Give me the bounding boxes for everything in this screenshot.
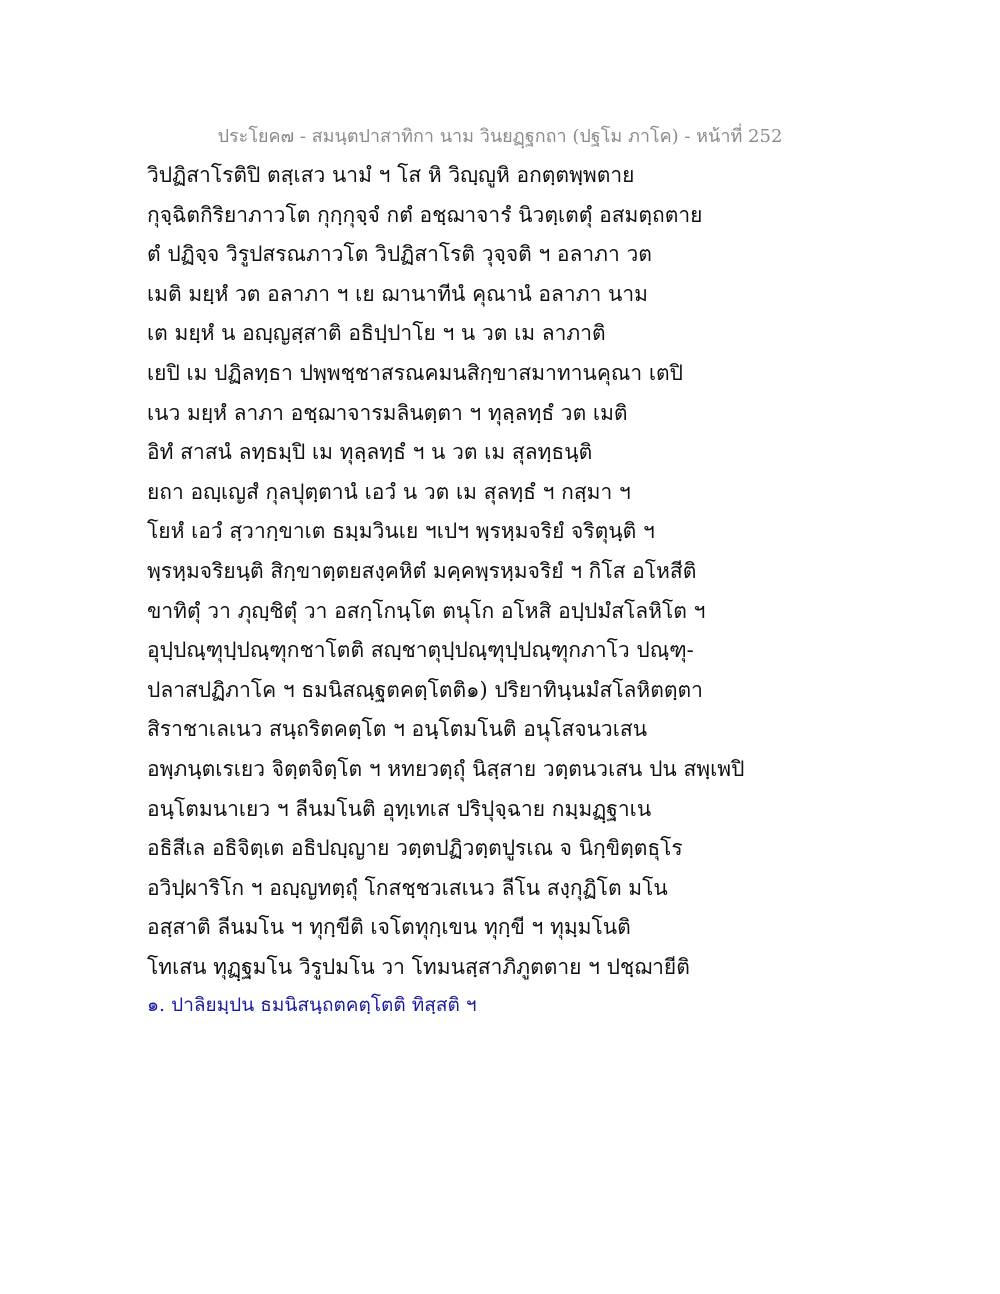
text-line: โทเสน ทุฏฺฐมโน วิรูปมโน วา โทมนสฺสาภิภูตตาย ฯ ปชฺฌายีติ [147, 954, 690, 979]
text-line: ปลาสปฏิภาโค ฯ ธมนิสณฺฐตคตฺโตติ๑) ปริยาทินฺนมํสโลหิตตฺตา [147, 677, 703, 702]
text-line: เมติ มยฺหํ วต อลาภา ฯ เย ฌานาทีนํ คุณานํ อลาภา นาม [147, 281, 648, 306]
page-header: ประโยค๗ - สมนฺตปาสาทิกา นาม วินยฏฺฐกถา (ปฐโม ภาโค) - หน้าที่ 252 [217, 126, 783, 147]
text-line: กุจฺฉิตกิริยาภาวโต กุกฺกุจฺจํ กตํ อชฺฌาจารํ นิวตฺเตตุํ อสมตฺถตาย [147, 202, 703, 227]
footnote: ๑. ปาลิยมฺปน ธมนิสนฺถตคตฺโตติ ทิสฺสติ ฯ [147, 994, 477, 1016]
text-line: อพฺภนฺตเรเยว จิตฺตจิตฺโต ฯ หทยวตฺถุํ นิสฺสาย วตฺตนวเสน ปน สพฺเพปิ [147, 756, 745, 781]
text-line: ขาทิตุํ วา ภุญฺชิตุํ วา อสกฺโกนฺโต ตนุโก อโหสิ อปฺปมํสโลหิโต ฯ [147, 598, 706, 623]
text-line: เต มยฺหํ น อญฺญสฺสาติ อธิปฺปาโย ฯ น วต เม ลาภาติ [147, 321, 606, 346]
text-line: อสฺสาติ ลีนมโน ฯ ทุกฺขีติ เจโตทุกฺเขน ทุกฺขี ฯ ทุมฺมโนติ [147, 915, 631, 940]
text-line: อวิปฺผาริโก ฯ อญฺญทตฺถุํ โกสชฺชวเสเนว ลีโน สงฺกุฏิโต มโน [147, 875, 668, 900]
text-line: พฺรหฺมจริยนฺติ สิกฺขาตฺตยสงฺคหิตํ มคฺคพฺรหฺมจริยํ ฯ กิโส อโหสีติ [147, 558, 697, 583]
text-line: อนฺโตมนาเยว ฯ ลีนมโนติ อุทฺเทเส ปริปุจฺฉาย กมฺมฏฺฐาเน [147, 796, 652, 821]
text-line: เยปิ เม ปฏิลทฺธา ปพฺพชฺชาสรณคมนสิกฺขาสมาทานคุณา เตปิ [147, 360, 684, 385]
text-line: อุปฺปณฺฑุปฺปณฺฑุกชาโตติ สญฺชาตุปฺปณฺฑุปฺปณฺฑุกภาโว ปณฺฑุ- [147, 638, 694, 663]
text-line: ตํ ปฏิจฺจ วิรูปสรณภาวโต วิปฏิสาโรติ วุจฺจติ ฯ อลาภา วต [147, 242, 652, 267]
text-line: เนว มยฺหํ ลาภา อชฺฌาจารมลินตฺตา ฯ ทุลฺลทฺธํ วต เมติ [147, 400, 628, 425]
text-line: วิปฏิสาโรติปิ ตสฺเสว นามํ ฯ โส หิ วิญฺญูหิ อกตฺตพฺพตาย [147, 163, 635, 187]
text-line: โยหํ เอวํ สฺวากฺขาเต ธมฺมวินเย ฯเปฯ พฺรหฺมจริยํ จริตุนฺติ ฯ [147, 519, 655, 544]
text-line: ยถา อญฺเญสํ กุลปุตฺตานํ เอวํ น วต เม สุลทฺธํ ฯ กสฺมา ฯ [147, 479, 631, 504]
text-line: อธิสีเล อธิจิตฺเต อธิปญฺญาย วตฺตปฏิวตฺตปูรเณ จ นิกฺขิตฺตธุโร [147, 836, 683, 861]
text-line: สิราชาเลเนว สนฺถริตคตฺโต ฯ อนฺโตมโนติ อนุโสจนวเสน [147, 717, 648, 742]
body-text [147, 156, 745, 987]
text-line: อิทํ สาสนํ ลทฺธมฺปิ เม ทุลฺลทฺธํ ฯ น วต เม สุลทฺธนฺติ [147, 440, 593, 465]
